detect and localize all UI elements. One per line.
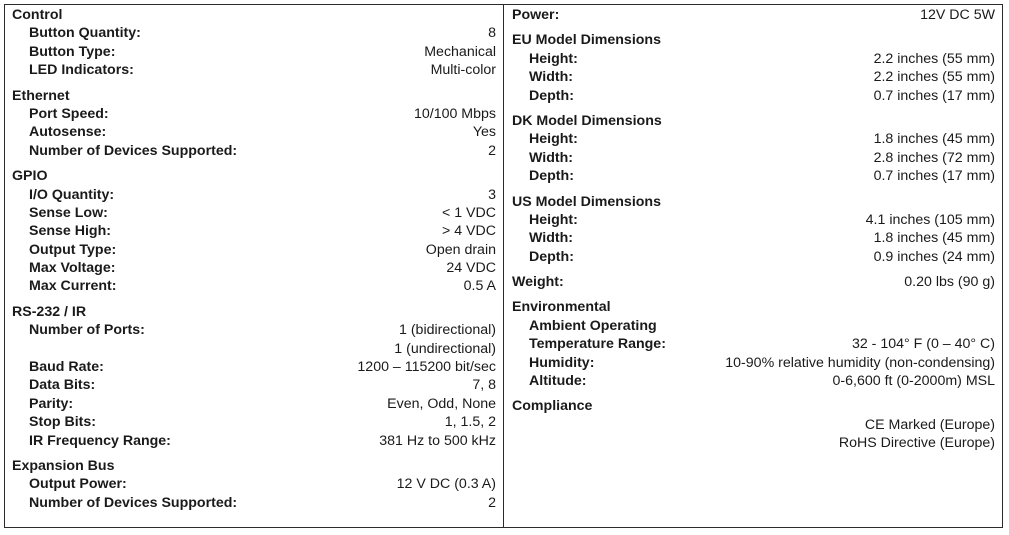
spec-value: 24 VDC (446, 260, 496, 277)
spec-label: Width: (529, 230, 573, 247)
section-heading-eu-model-dimensions: EU Model Dimensions (512, 32, 661, 49)
spec-row-continuation (512, 434, 995, 452)
spec-label: Sense Low: (29, 204, 108, 221)
spec-value: 10-90% relative humidity (non-condensing) (725, 354, 995, 371)
spec-label: Humidity: (529, 354, 595, 371)
left-spec-column (12, 6, 496, 512)
spec-value: 381 Hz to 500 kHz (379, 432, 496, 449)
spec-label: Width: (529, 149, 573, 166)
spec-row-depth (512, 248, 995, 266)
column-divider (503, 4, 504, 528)
spec-row-weight (512, 273, 995, 291)
section-heading-compliance: Compliance (512, 398, 593, 415)
spec-row-sense-low (12, 204, 496, 222)
spec-row-continuation (512, 416, 995, 434)
spec-row-height (512, 50, 995, 68)
spec-value: Mechanical (424, 43, 496, 60)
spec-value: 2.2 inches (55 mm) (873, 69, 995, 86)
spec-row-baud-rate (12, 358, 496, 376)
section-heading-gpio: GPIO (12, 168, 48, 185)
spec-label: Ambient Operating (529, 317, 657, 334)
spec-row-sense-high (12, 222, 496, 240)
spec-row-height (512, 130, 995, 148)
spec-value: 1, 1.5, 2 (444, 414, 496, 431)
spec-value: 0.7 inches (17 mm) (873, 168, 995, 185)
spec-value: 10/100 Mbps (413, 105, 496, 122)
spec-value: 0.5 A (463, 278, 496, 295)
spec-label: Depth: (529, 168, 574, 185)
spec-label: Number of Ports: (29, 322, 145, 339)
spec-label: Altitude: (529, 373, 587, 390)
spec-row-button-type (12, 43, 496, 61)
spec-value: 32 - 104° F (0 – 40° C) (851, 336, 995, 353)
spec-label: Output Power: (29, 476, 127, 493)
spec-label: Temperature Range: (529, 336, 666, 353)
spec-value: 1200 – 115200 bit/sec (357, 359, 496, 376)
right-spec-column (512, 6, 995, 453)
spec-label: Autosense: (29, 124, 107, 141)
section-heading-ethernet: Ethernet (12, 87, 70, 104)
spec-value: > 4 VDC (441, 223, 496, 240)
spec-row-ambient-operating (512, 317, 995, 335)
spec-label: Stop Bits: (29, 414, 96, 431)
spec-label: Height: (529, 50, 578, 67)
spec-value: 2 (488, 142, 496, 159)
spec-label: Weight: (512, 274, 564, 291)
spec-label: Power: (512, 7, 560, 23)
spec-label: Max Current: (29, 278, 117, 295)
spec-value: Even, Odd, None (387, 395, 496, 412)
spec-value: 0.7 inches (17 mm) (873, 87, 995, 104)
spec-value: Open drain (425, 241, 496, 258)
spec-label: Height: (529, 211, 578, 228)
spec-row-width (512, 229, 995, 247)
section-heading-expansion-bus: Expansion Bus (12, 457, 115, 474)
spec-value: 0.9 inches (24 mm) (873, 248, 995, 265)
spec-value: 2.8 inches (72 mm) (873, 149, 995, 166)
spec-row-button-quantity (12, 24, 496, 42)
spec-value: 4.1 inches (105 mm) (865, 211, 995, 228)
spec-value: RoHS Directive (Europe) (838, 435, 995, 452)
spec-row-humidity (512, 354, 995, 372)
spec-value: 0-6,600 ft (0-2000m) MSL (832, 373, 995, 390)
spec-label: Width: (529, 69, 573, 86)
spec-label: Button Type: (29, 43, 116, 60)
spec-row-port-speed (12, 105, 496, 123)
spec-row-ir-frequency-range (12, 432, 496, 450)
spec-row-height (512, 211, 995, 229)
spec-label: I/O Quantity: (29, 186, 115, 203)
spec-value: CE Marked (Europe) (864, 416, 995, 433)
spec-label: Button Quantity: (29, 25, 141, 42)
spec-value: 3 (488, 186, 496, 203)
spec-value: 12V DC 5W (920, 7, 995, 23)
spec-row-number-of-ports (12, 321, 496, 339)
spec-value: Multi-color (430, 62, 496, 79)
spec-label: Port Speed: (29, 105, 109, 122)
spec-value: 8 (488, 25, 496, 42)
spec-value: 1 (undirectional) (394, 340, 496, 357)
spec-row-depth (512, 167, 995, 185)
spec-value: Yes (472, 124, 496, 141)
spec-row-i-o-quantity (12, 186, 496, 204)
spec-label: Number of Devices Supported: (29, 494, 238, 511)
spec-row-stop-bits (12, 413, 496, 431)
spec-value: 1.8 inches (45 mm) (873, 230, 995, 247)
spec-value: 2 (488, 494, 496, 511)
section-heading-us-model-dimensions: US Model Dimensions (512, 193, 661, 210)
spec-label: Max Voltage: (29, 260, 116, 277)
spec-row-width (512, 149, 995, 167)
spec-value: 12 V DC (0.3 A) (396, 476, 496, 493)
spec-value: 7, 8 (472, 377, 496, 394)
spec-row-data-bits (12, 376, 496, 394)
spec-value: < 1 VDC (441, 204, 496, 221)
spec-label: LED Indicators: (29, 62, 134, 79)
spec-value: 1.8 inches (45 mm) (873, 131, 995, 148)
spec-row-temperature-range (512, 335, 995, 353)
spec-row-altitude (512, 372, 995, 390)
spec-row-power (512, 6, 995, 24)
section-heading-dk-model-dimensions: DK Model Dimensions (512, 112, 662, 129)
section-heading-rs-232-ir: RS-232 / IR (12, 303, 87, 320)
spec-label: Depth: (529, 248, 574, 265)
spec-value: 0.20 lbs (90 g) (904, 274, 995, 291)
section-heading-control: Control (12, 7, 63, 23)
spec-row-max-current (12, 277, 496, 295)
spec-row-number-of-devices-supported (12, 494, 496, 512)
spec-label: IR Frequency Range: (29, 432, 171, 449)
spec-label: Parity: (29, 395, 74, 412)
spec-label: Output Type: (29, 241, 117, 258)
spec-value: 1 (bidirectional) (399, 322, 496, 339)
spec-row-led-indicators (12, 61, 496, 79)
spec-label: Number of Devices Supported: (29, 142, 238, 159)
spec-value: 2.2 inches (55 mm) (873, 50, 995, 67)
spec-row-depth (512, 87, 995, 105)
spec-label: Data Bits: (29, 377, 96, 394)
spec-row-autosense (12, 123, 496, 141)
spec-label: Depth: (529, 87, 574, 104)
spec-label: Height: (529, 131, 578, 148)
spec-row-output-power (12, 475, 496, 493)
spec-row-number-of-devices-supported (12, 142, 496, 160)
spec-label: Sense High: (29, 223, 111, 240)
spec-row-parity (12, 395, 496, 413)
spec-row-max-voltage (12, 259, 496, 277)
spec-row-output-type (12, 241, 496, 259)
spec-label: Baud Rate: (29, 359, 104, 376)
spec-row-width (512, 68, 995, 86)
spec-row-continuation (12, 340, 496, 358)
section-heading-environmental: Environmental (512, 299, 611, 316)
